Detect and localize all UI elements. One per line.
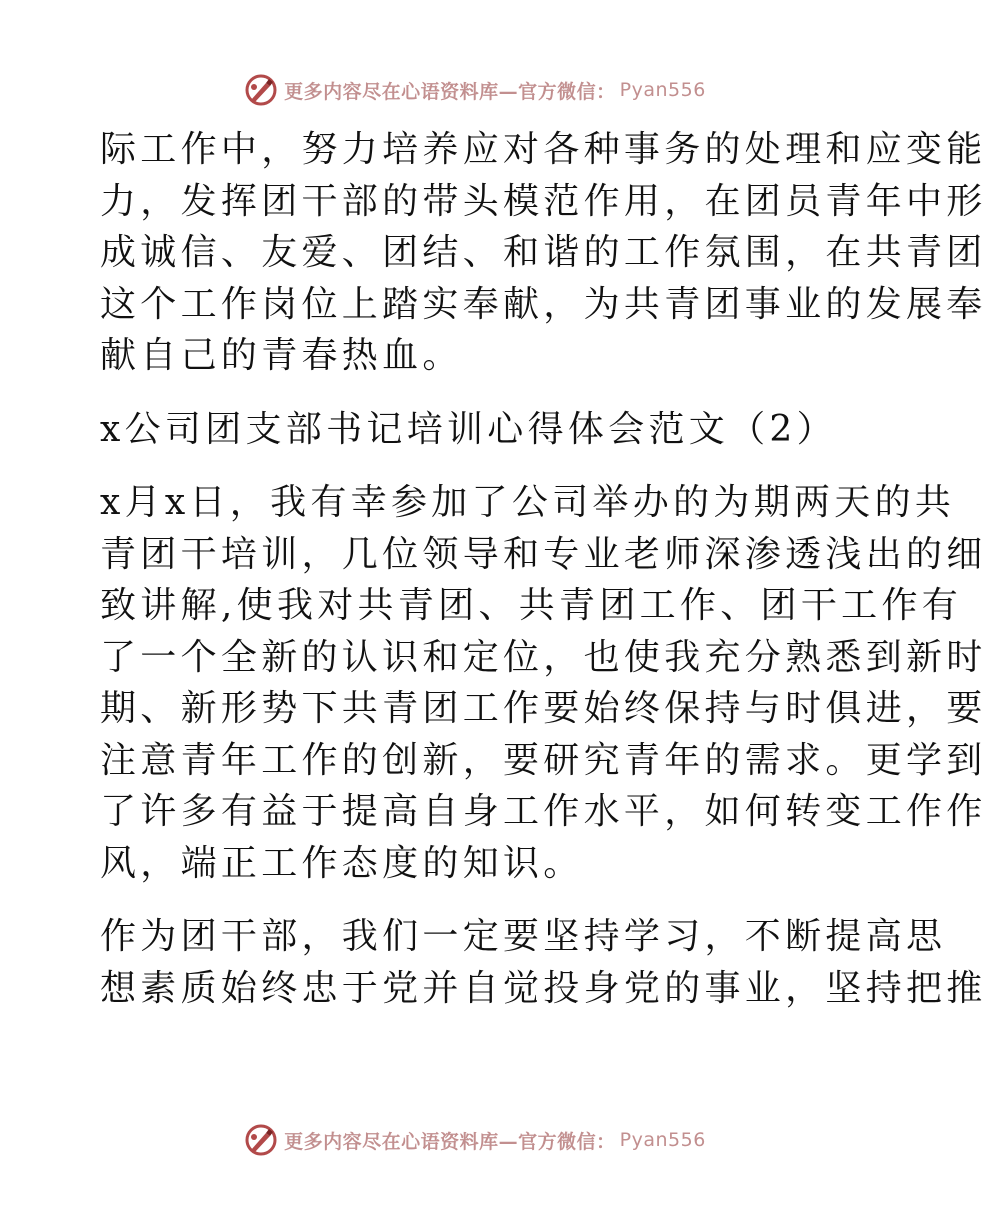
text-line: 了许多有益于提高自身工作水平，如何转变工作作 — [100, 791, 987, 832]
text-line: 致讲解,使我对共青团、共青团工作、团干工作有 — [100, 585, 963, 626]
text-line: 这个工作岗位上踏实奉献，为共青团事业的发展奉 — [100, 283, 987, 325]
pen-in-circle-logo-icon — [244, 1123, 278, 1157]
text-line: 想素质始终忠于党并自觉投身党的事业，坚持把推 — [100, 967, 987, 1009]
section-heading: x公司团支部书记培训心得体会范文（2） — [100, 408, 837, 450]
text-line: 青团干培训，几位领导和专业老师深渗透浅出的细 — [100, 533, 987, 575]
text-line: 作为团干部，我们一定要坚持学习，不断提高思 — [100, 916, 947, 957]
text-line: 了一个全新的认识和定位，也使我充分熟悉到新时 — [100, 636, 987, 678]
text-line: 注意青年工作的创新，要研究青年的需求。更学到 — [100, 739, 987, 781]
text-line: 力，发挥团干部的带头模范作用，在团员青年中形 — [100, 180, 987, 222]
text-line: 期、新形势下共青团工作要始终保持与时俱进，要 — [100, 688, 987, 729]
pen-in-circle-logo-icon — [244, 73, 278, 107]
watermark-text: 更多内容尽在心语资料库—官方微信： — [284, 1130, 616, 1153]
paragraph-3 — [100, 911, 987, 1014]
footer-watermark — [0, 1120, 950, 1160]
watermark-handle: Pyan556 — [619, 1129, 706, 1151]
document-body — [100, 124, 987, 1014]
text-line: 风，端正工作态度的知识。 — [100, 842, 584, 884]
header-watermark — [0, 70, 950, 110]
text-line: 成诚信、友爱、团结、和谐的工作氛围，在共青团 — [100, 232, 987, 273]
paragraph-1 — [100, 124, 987, 382]
text-line: x月x日，我有幸参加了公司举办的为期两天的共 — [100, 482, 956, 523]
text-line: 献自己的青春热血。 — [100, 335, 463, 376]
watermark-handle: Pyan556 — [619, 79, 706, 101]
watermark-text: 更多内容尽在心语资料库—官方微信： — [284, 80, 616, 103]
text-line: 际工作中，努力培养应对各种事务的处理和应变能 — [100, 129, 987, 170]
paragraph-2 — [100, 477, 987, 889]
